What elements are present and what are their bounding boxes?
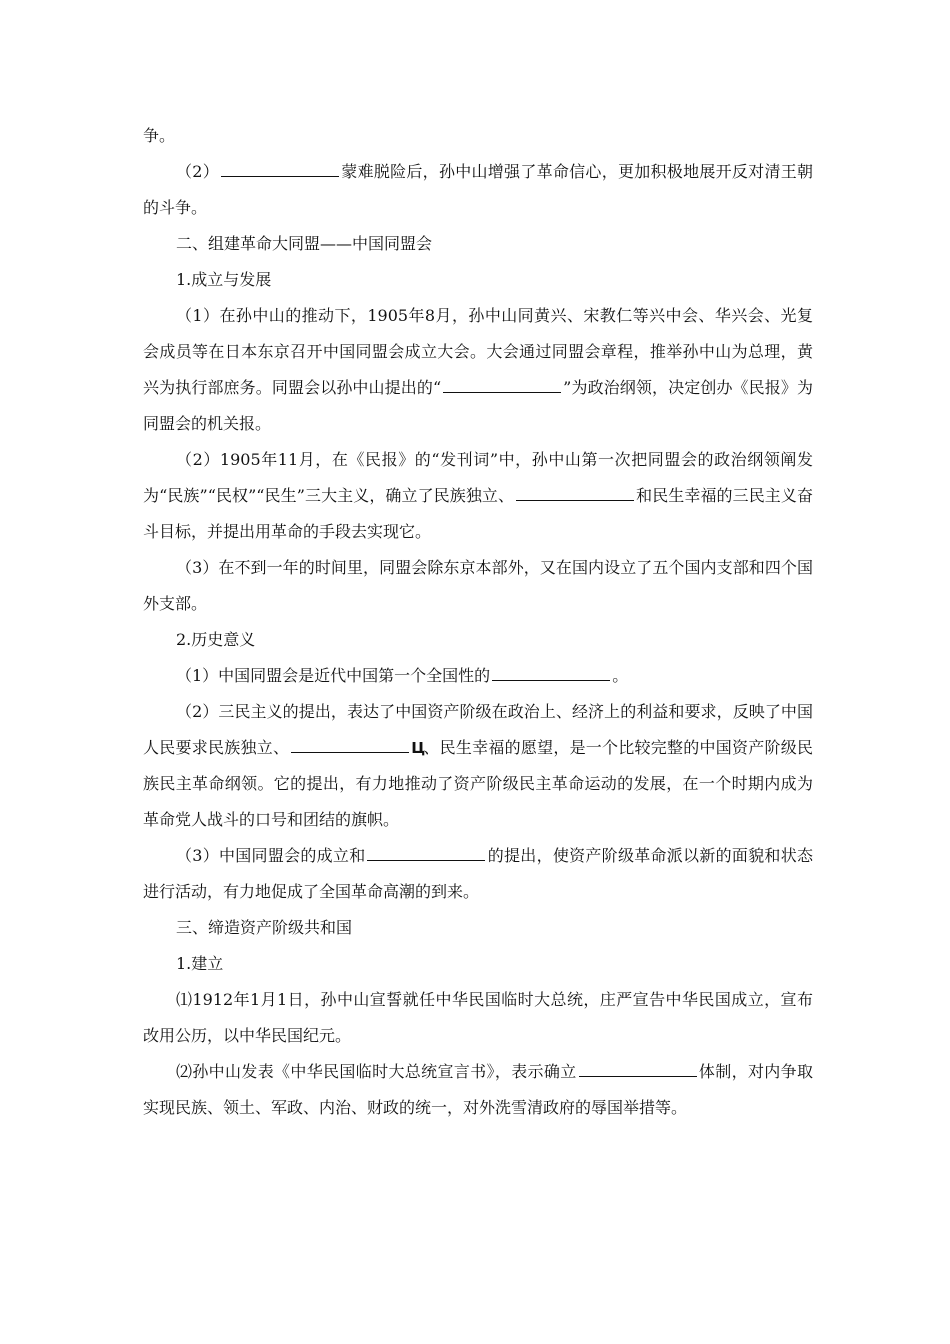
paragraph-2-1-2 — [143, 442, 813, 550]
paragraph-continuation — [143, 118, 813, 154]
paragraph-3-1-1 — [143, 982, 813, 1054]
text: ⑴1912年1月1日，孙中山宣誓就任中华民国临时大总统，庄严宣告中华民国成立，宣布改用公历，以中华民国纪元。 — [143, 990, 813, 1045]
text: 和民生幸福的三民主义奋斗目标，并提出用革命的手段去实现它。 — [143, 486, 813, 541]
section-heading-2 — [143, 226, 813, 262]
text: ⑵孙中山发表《中华民国临时大总统宣言书》，表示确立 — [176, 1062, 577, 1081]
text: （1）中国同盟会是近代中国第一个全国性的 — [176, 666, 491, 685]
text: （2）三民主义的提出，表达了中国资产阶级在政治上、经济上的利益和要求，反映了中国人民要求民族独立、 — [143, 702, 813, 757]
paragraph-2-1-3 — [143, 550, 813, 622]
fill-in-blank[interactable] — [516, 486, 634, 501]
text: 争。 — [143, 126, 176, 145]
text: （3）在不到一年的时间里，同盟会除东京本部外，又在国内设立了五个国内支部和四个国外支部。 — [143, 558, 813, 613]
paragraph-2-2-3 — [143, 838, 813, 910]
text: 的提出，使资产阶级革命派以新的面貌和状态进行活动，有力地促成了全国革命高潮的到来。 — [143, 846, 813, 901]
subsection-heading-founding — [143, 262, 813, 298]
text: 、民生幸福的愿望，是一个比较完整的中国资产阶级民族民主革命纲领。它的提出，有力地推动了资产阶级民主革命运动的发展，在一个时期内成为革命党人战斗的口号和团结的旗帜。 — [143, 738, 813, 829]
text: ”为政治纲领，决定创办《民报》为同盟会的机关报。 — [143, 378, 813, 433]
paragraph-2-1-1 — [143, 298, 813, 442]
heading-text: 2.历史意义 — [176, 630, 256, 649]
fill-in-blank[interactable] — [492, 666, 610, 681]
heading-text: 1.建立 — [176, 954, 224, 973]
heading-text: 三、缔造资产阶级共和国 — [176, 918, 353, 937]
text: 体制，对内争取实现民族、领土、军政、内治、财政的统一，对外洗雪清政府的辱国举措等。 — [143, 1062, 813, 1117]
fill-in-blank[interactable] — [579, 1062, 697, 1077]
fill-in-blank[interactable] — [367, 846, 485, 861]
subsection-heading-significance — [143, 622, 813, 658]
document-page — [143, 118, 813, 1126]
text: 。 — [612, 666, 629, 685]
text: （2）1905年11月，在《民报》的“发刊词”中，孙中山第一次把同盟会的政治纲领阐发为“民族”“民权”“民生”三大主义，确立了民族独立、 — [143, 450, 813, 505]
paragraph-1-2 — [143, 154, 813, 226]
fill-in-blank[interactable] — [221, 162, 339, 177]
heading-text: 二、组建革命大同盟——中国同盟会 — [176, 234, 433, 253]
text: 蒙难脱险后，孙中山增强了革命信心，更加积极地展开反对清王朝的斗争。 — [143, 162, 813, 217]
section-heading-3 — [143, 910, 813, 946]
paragraph-2-2-2 — [143, 694, 813, 838]
fill-in-blank[interactable] — [291, 738, 409, 753]
text: （2） — [176, 162, 220, 181]
heading-text: 1.成立与发展 — [176, 270, 272, 289]
paragraph-2-2-1 — [143, 658, 813, 694]
subsection-heading-establishment — [143, 946, 813, 982]
stray-mark: Ц — [411, 739, 424, 757]
text: （1）在孙中山的推动下，1905年8月，孙中山同黄兴、宋教仁等兴中会、华兴会、光复会成员等在日本东京召开中国同盟会成立大会。大会通过同盟会章程，推举孙中山为总理，黄兴为执行部庶务。同盟会以孙中山提出的“ — [143, 306, 813, 397]
text: （3）中国同盟会的成立和 — [176, 846, 366, 865]
fill-in-blank[interactable] — [443, 378, 561, 393]
paragraph-3-1-2 — [143, 1054, 813, 1126]
